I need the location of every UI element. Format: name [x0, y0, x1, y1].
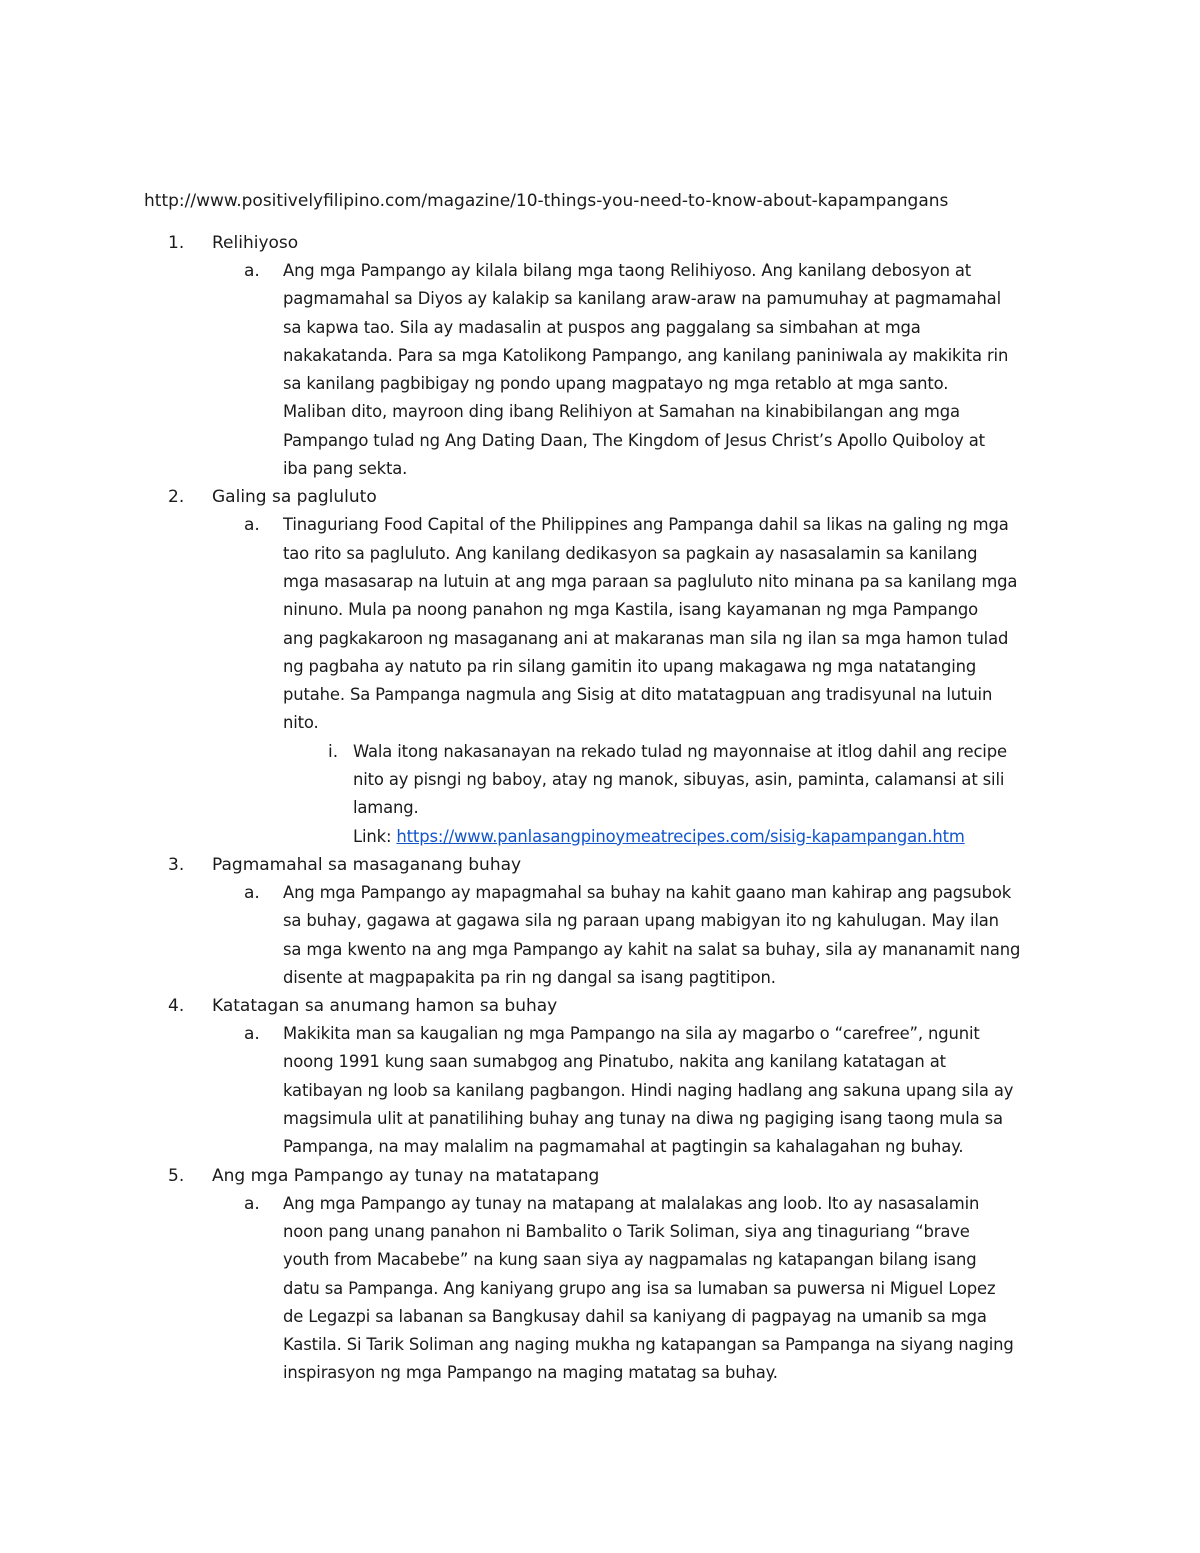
- paragraph-line: katibayan ng loob sa kanilang pagbangon. Hindi naging hadlang ang sakuna upang sila ay: [283, 1080, 1014, 1100]
- paragraph-line: Pampanga, na may malalim na pagmamahal at pagtingin sa kahalagahan ng buhay.: [283, 1137, 964, 1157]
- paragraph-line: inspirasyon ng mga Pampango na maging matatag sa buhay.: [283, 1363, 778, 1383]
- paragraph-line: putahe. Sa Pampanga nagmula ang Sisig at dito matatagpuan ang tradisyunal na lutuin: [283, 685, 993, 705]
- paragraph-line: tao rito sa pagluluto. Ang kanilang dedikasyon sa pagkain ay nasasalamin sa kanilang: [283, 543, 978, 563]
- paragraph-line: lamang.: [353, 798, 419, 818]
- list-item-number: 4.: [168, 996, 185, 1017]
- sub-item: [212, 1190, 1074, 1388]
- paragraph-line: Makikita man sa kaugalian ng mga Pampango na sila ay magarbo o “carefree”, ngunit: [283, 1024, 980, 1044]
- list-item: [144, 229, 1074, 483]
- paragraph-line: youth from Macabebe” na kung saan siya ay nagpamalas ng katapangan bilang isang: [283, 1250, 977, 1270]
- paragraph-line: Pampango tulad ng Ang Dating Daan, The Kingdom of Jesus Christ’s Apollo Quiboloy at: [283, 430, 985, 450]
- paragraph-line: Ang mga Pampango ay kilala bilang mga taong Relihiyoso. Ang kanilang debosyon at: [283, 261, 972, 280]
- paragraph-line: sa mga kwento na ang mga Pampango ay kahit na salat sa buhay, sila ay mananamit nang: [283, 939, 1021, 959]
- paragraph-line: Wala itong nakasanayan na rekado tulad ng mayonnaise at itlog dahil ang recipe: [353, 741, 1007, 761]
- link-label: Link:: [353, 826, 397, 846]
- list-item-title: Relihiyoso: [212, 233, 299, 253]
- sub-item-paragraph: [283, 1190, 1133, 1388]
- paragraph-line: Ang mga Pampango ay tunay na matapang at malalakas ang loob. Ito ay nasasalamin: [283, 1193, 980, 1213]
- sub-item-letter: a.: [244, 1024, 260, 1045]
- list-item-number: 5.: [168, 1165, 185, 1186]
- paragraph-line: ninuno. Mula pa noong panahon ng mga Kastila, isang kayamanan ng mga Pampango: [283, 600, 978, 620]
- sub-item-paragraph: [283, 257, 1133, 483]
- paragraph-line: nito ay pisngi ng baboy, atay ng manok, sibuyas, asin, paminta, calamansi at sili: [353, 770, 1005, 790]
- link-line: [353, 823, 1073, 851]
- list-item: [144, 851, 1074, 992]
- paragraph-line: mga masasarap na lutuin at ang mga paraan sa pagluluto nito minana pa sa kanilang mga: [283, 571, 1018, 591]
- sub-item-letter: a.: [244, 1193, 260, 1214]
- paragraph-line: ang pagkakaroon ng masaganang ani at makaranas man sila ng ilan sa mga hamon tulad: [283, 628, 1009, 648]
- list-item: [144, 1162, 1074, 1388]
- sub-item-letter: a.: [244, 882, 260, 903]
- numbered-list: [144, 229, 1074, 1388]
- paragraph-line: noong 1991 kung saan sumabgog ang Pinatubo, nakita ang kanilang katatagan at: [283, 1052, 946, 1072]
- list-item-number: 3.: [168, 854, 185, 875]
- paragraph-line: Kastila. Si Tarik Soliman ang naging mukha ng katapangan sa Pampanga na siyang naging: [283, 1335, 1014, 1355]
- list-item-title: Galing sa pagluluto: [212, 487, 377, 508]
- recipe-link[interactable]: https://www.panlasangpinoymeatrecipes.com/sisig-kapampangan.htm: [396, 826, 965, 846]
- paragraph-line: Tinaguriang Food Capital of the Philippines ang Pampanga dahil sa likas na galing ng mga: [283, 515, 1009, 535]
- sub-item: [212, 879, 1074, 992]
- sub-sub-item: [282, 738, 1074, 851]
- sub-item: [212, 1020, 1074, 1161]
- list-item-number: 1.: [168, 233, 185, 253]
- list-item-number: 2.: [168, 487, 185, 508]
- list-item-title: Katatagan sa anumang hamon sa buhay: [212, 996, 558, 1017]
- sub-sub-item-letter: i.: [328, 741, 339, 762]
- paragraph-line: magsimula ulit at panatilihing buhay ang tunay na diwa ng pagiging isang taong mula sa: [283, 1109, 1003, 1129]
- sub-item-letter: a.: [244, 515, 260, 536]
- paragraph-line: noon pang unang panahon ni Bambalito o Tarik Soliman, siya ang tinaguriang “brave: [283, 1221, 970, 1241]
- paragraph-line: sa kanilang pagbibigay ng pondo upang magpatayo ng mga retablo at mga santo.: [283, 374, 949, 394]
- sub-item: [212, 257, 1074, 483]
- sub-item-paragraph: [283, 1020, 1133, 1161]
- paragraph-line: nito.: [283, 713, 319, 733]
- sub-sub-item-paragraph: [353, 738, 1073, 851]
- paragraph-line: disente at magpapakita pa rin ng dangal sa isang pagtitipon.: [283, 967, 776, 987]
- list-item-title: Pagmamahal sa masaganang buhay: [212, 854, 522, 875]
- paragraph-line: pagmamahal sa Diyos ay kalakip sa kanilang araw-araw na pamumuhay at pagmamahal: [283, 289, 1001, 309]
- sub-item-letter: a.: [244, 261, 260, 281]
- paragraph-line: ng pagbaha ay natuto pa rin silang gamitin ito upang makagawa ng mga natatanging: [283, 656, 977, 676]
- paragraph-line: de Legazpi sa labanan sa Bangkusay dahil sa kaniyang di pagpayag na umanib sa mga: [283, 1306, 987, 1326]
- list-item: [144, 483, 1074, 851]
- list-item-title: Ang mga Pampango ay tunay na matatapang: [212, 1165, 600, 1186]
- list-item: [144, 992, 1074, 1161]
- paragraph-line: iba pang sekta.: [283, 459, 408, 479]
- paragraph-line: sa buhay, gagawa at gagawa sila ng paraan upang mabigyan ito ng kahulugan. May ilan: [283, 911, 999, 931]
- sub-item: [212, 511, 1074, 737]
- paragraph-line: nakakatanda. Para sa mga Katolikong Pampango, ang kanilang paniniwala ay makikita rin: [283, 345, 1009, 365]
- paragraph-line: Ang mga Pampango ay mapagmahal sa buhay na kahit gaano man kahirap ang pagsubok: [283, 882, 1012, 902]
- paragraph-line: datu sa Pampanga. Ang kaniyang grupo ang isa sa lumaban sa puwersa ni Miguel Lopez: [283, 1278, 996, 1298]
- sub-item-paragraph: [283, 879, 1133, 992]
- paragraph-line: Maliban dito, mayroon ding ibang Relihiyon at Samahan na kinabibilangan ang mga: [283, 402, 960, 422]
- paragraph-line: sa kapwa tao. Sila ay madasalin at puspos ang paggalang sa simbahan at mga: [283, 317, 921, 337]
- source-url: http://www.positivelyfilipino.com/magazine/10-things-you-need-to-know-about-kapampangans: [144, 191, 949, 211]
- sub-item-paragraph: [283, 511, 1133, 737]
